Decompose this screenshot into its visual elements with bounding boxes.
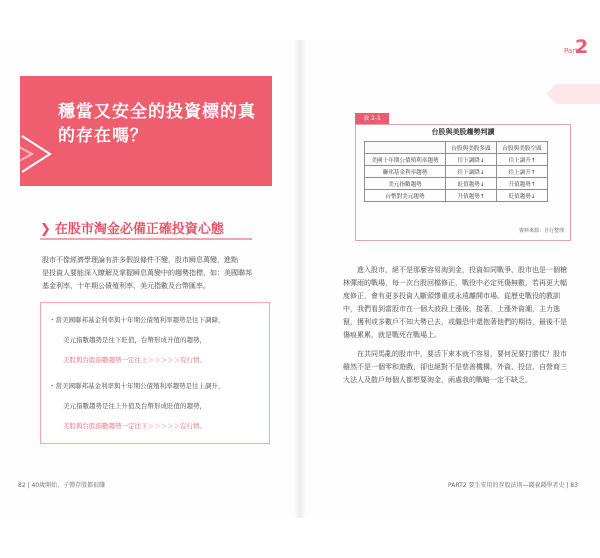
chapter-title-line-1: 穩當又安全的投資標的真 — [58, 102, 256, 122]
double-chevron-icon: ❯ — [40, 222, 51, 237]
left-page-footer: 82 | 40歲開始，子彈存股都很賺 — [18, 482, 106, 489]
right-page-footer: PART2 要生安用的存股法則—錢養錢學者史 | 83 — [448, 482, 578, 489]
table-title: 台股與美股趨勢判讀 — [431, 128, 495, 136]
left-page — [0, 40, 300, 518]
table-cell: 美元指數趨勢 — [365, 178, 446, 190]
intro-line: 股市不像經濟學理論有許多假設條件不變，股市瞬息萬變，進點 — [42, 256, 238, 264]
table-cell: 往下調降↓ — [446, 166, 497, 178]
trend-table-box — [355, 113, 569, 240]
table-cell: 往下調降↓ — [446, 154, 497, 166]
table-row — [365, 166, 548, 178]
book-gutter — [294, 40, 306, 518]
table-cell: 升值趨勢↑ — [497, 178, 548, 190]
table-row — [365, 178, 548, 190]
callout-line: ・當美國聯邦基金利率與十年期公債殖利率趨勢是往上調升， — [49, 382, 225, 390]
intro-paragraph — [42, 254, 262, 293]
key-points-callout — [40, 302, 270, 444]
intro-line: 基金利率、十年期公債殖利率、美元指數及台幣匯率。 — [42, 282, 210, 290]
table-cell: 貶值趨勢↓ — [446, 178, 497, 190]
table-source: 資料來源：自行整理 — [518, 228, 564, 234]
table-cell: 往上調升↑ — [497, 166, 548, 178]
chapter-title-block — [20, 76, 272, 186]
trend-table — [364, 141, 548, 202]
table-frame — [355, 124, 571, 241]
table-cell: 台幣對美元趨勢 — [365, 190, 446, 202]
intro-line: 是投資人要能深入瞭解及掌握瞬息萬變中的趨勢指標，如：美國聯邦 — [42, 269, 252, 277]
callout-line: 美元指數趨勢是往下貶值，台幣形成升值的趨勢， — [63, 336, 206, 344]
right-body-text — [343, 264, 573, 393]
callout-highlight-line: 美股與台股指數趨勢一定往下＞＞＞＞＞沒行情。 — [63, 422, 206, 430]
table-header-cell — [365, 142, 446, 154]
callout-highlight-line: 美股與台股指數趨勢一定往上＞＞＞＞＞有行情。 — [63, 356, 206, 364]
callout-line: 美元指數趨勢是往上升值及台幣形成貶值的趨勢， — [63, 402, 206, 410]
part-number: 2 — [575, 36, 589, 58]
table-cell: 往上調升↑ — [497, 154, 548, 166]
table-cell: 升值趨勢↑ — [446, 190, 497, 202]
paragraph: 進入股市，絕不是那麼容易淘到金，投資如同戰爭，股市也是一個槍林彈雨的戰場，每一次台股回檔修正，戰役中必定死傷無數，若再更大幅度修正，會有更多投資人斷頭慘重或永遠離開市場。從歷史戰役的教訓中，我們看到當股市在一個大波段上漲後，接著，上漲外資潮，主力逃竄，獲利或多數戶不知大勢已去，或繼恐中還抱著他們的期待，最後不是傷痕累累，就是戰死在戰場上。 — [343, 266, 567, 339]
section-heading — [40, 218, 224, 237]
paragraph: 在共同馬亂的股市中，要活下來本就不容易，要何況要打勝仗？股市雖然不是一個零和遊戲，卻也絕對不是慈善機構，外資、投信、自營商三大法人及散戶每個人都想要淘金，兩處我的戰略一定不缺乏。 — [343, 350, 567, 384]
table-tag: 表 2-1 — [355, 113, 389, 124]
chapter-title — [58, 100, 258, 148]
table-cell: 聯邦基金利率趨勢 — [365, 166, 446, 178]
table-cell: 貶值趨勢↓ — [497, 190, 548, 202]
part-tab-decor — [546, 84, 600, 104]
table-row — [365, 154, 548, 166]
part-label: Part — [564, 47, 578, 55]
section-divider — [40, 238, 252, 240]
chapter-title-line-2: 的存在嗎？ — [58, 126, 148, 146]
table-header-cell: 台股與美股空頭 — [497, 142, 548, 154]
table-header-cell: 台股與美股多頭 — [446, 142, 497, 154]
table-header-row — [365, 142, 548, 154]
section-heading-text: 在股市淘金必備正確投資心態 — [54, 222, 224, 237]
table-cell: 美國十年期公債殖利率趨勢 — [365, 154, 446, 166]
callout-line: ・當美國聯邦基金利率與十年期公債殖利率趨勢是往下調降， — [49, 316, 225, 324]
table-row — [365, 190, 548, 202]
